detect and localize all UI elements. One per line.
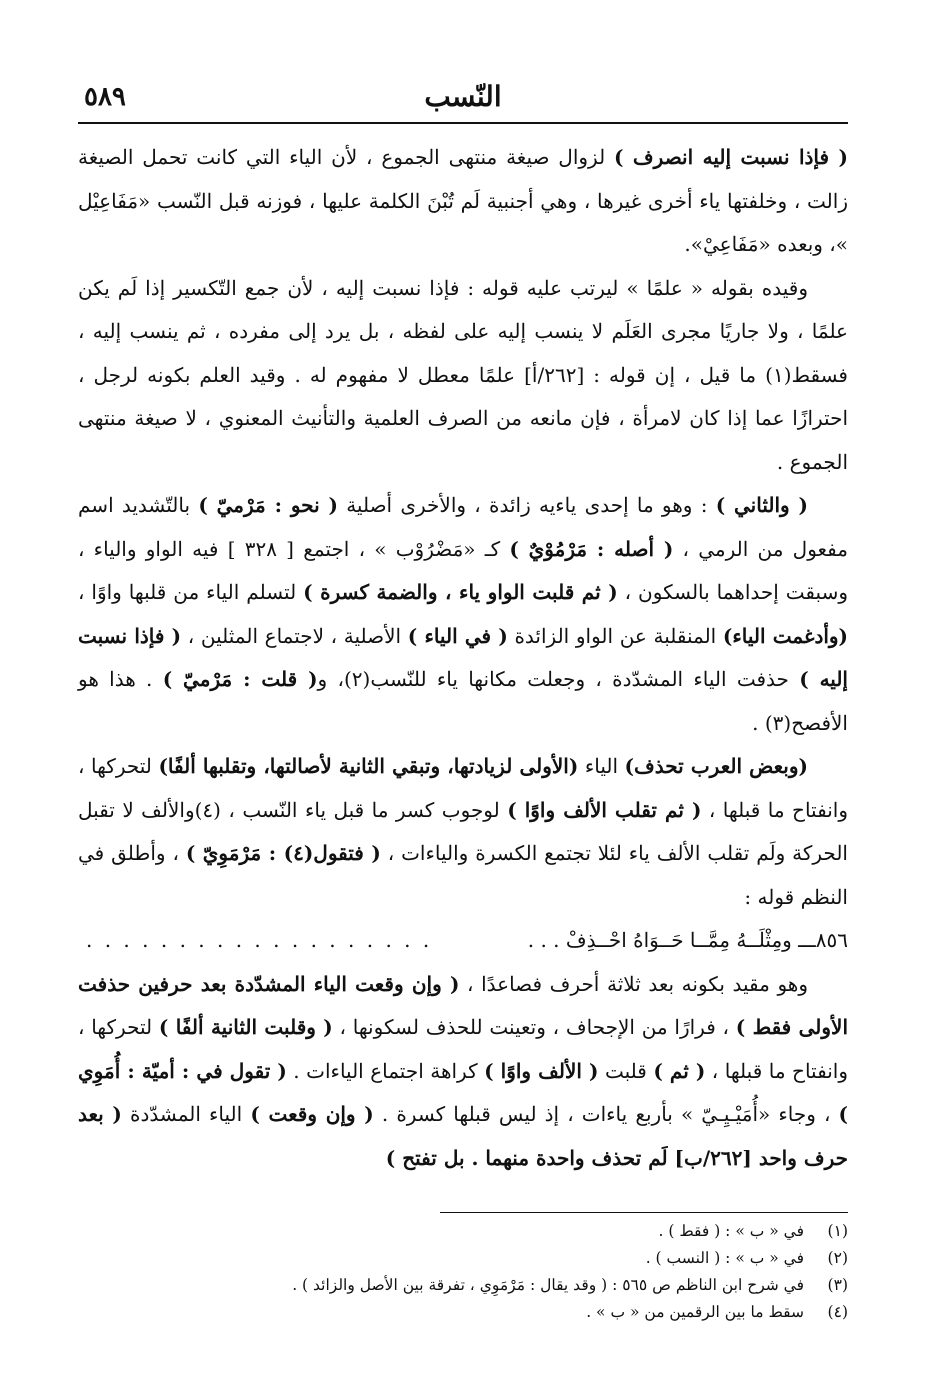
footnote-separator (440, 1212, 848, 1213)
bold-run: ( والثاني ) (715, 493, 808, 517)
footnote-number: (٢) (827, 1249, 848, 1267)
text-run: وهو مقيد بكونه بعد ثلاثة أحرف فصاعدًا ، (459, 971, 809, 996)
bold-run: (وأدغمت الياء) (722, 623, 849, 648)
page-number: ٥٨٩ (84, 82, 126, 112)
text-run: لتحركها ، وانفتاح ما قبلها ، (78, 754, 848, 822)
footnote (78, 1272, 848, 1299)
main-text (78, 136, 848, 1180)
bold-run: ( فتقول(٤) : مَرْمَوِيّ ) (185, 841, 381, 865)
footnote-number: (٤) (827, 1303, 848, 1321)
footnotes (78, 1218, 848, 1326)
bold-run: ( في الياء ) (407, 623, 508, 648)
text-run: الياء المشدّدة (121, 1102, 251, 1126)
text-run: ، وجاء «أُمَيْـيِـيّ » بأربع ياءات ، إذ ليس قبلها كسرة . (373, 1102, 839, 1126)
bold-run: ( ثم تقلب الألف واوًا ) (507, 797, 702, 822)
verse-line (78, 919, 848, 963)
footnote (78, 1299, 848, 1326)
paragraph (78, 267, 848, 485)
bold-run: ( نحو : مَرْميّ ) (198, 493, 338, 517)
bold-run: ( ثم قلبت الواو ياء ، والضمة كسرة ) (303, 580, 618, 604)
footnote (78, 1218, 848, 1245)
chapter-title: النّسب (424, 80, 502, 113)
verse-ellipsis: . . . . . . . . . . . . . . . . . . . (86, 928, 433, 952)
bold-run: (وبعض العرب تحذف) (624, 754, 808, 778)
bold-run: (الأولى لزيادتها، وتبقي الثانية لأصالتها، وتقلبها ألفًا) (158, 754, 579, 778)
bold-run: ( ثم ) (653, 1058, 706, 1083)
footnote-text: في « ب » : ( النسب ) . (645, 1249, 804, 1267)
paragraph (78, 136, 848, 267)
bold-run: ( وإن وقعت ) (250, 1102, 374, 1126)
footnote-number: (٣) (827, 1276, 848, 1294)
text-run: لزوال صيغة منتهى الجموع ، لأن الياء التي كانت تحمل الصيغة زالت ، وخلفتها ياء أخرى غيرها ، وهي أجنبية لَم تُبْنَ الكلمة عليها ، فوزنه قبل النّسب «مَفَاعِيْل »، وبعده «مَفَاعِيْ». (78, 145, 848, 256)
text-run: الأصلية ، لاجتماع المثلين ، (181, 623, 408, 648)
text-run: المنقلبة عن الواو الزائدة (507, 623, 723, 648)
bold-run: ( فإذا نسبت إليه ) (78, 623, 848, 691)
text-run: قلبت (598, 1058, 654, 1083)
text-run: لتسلم الياء من قلبها واوًا ، (78, 580, 304, 604)
bold-run: ( وإن وقعت الياء المشدّدة بعد حرفين حذفت الأولى فقط ) (78, 971, 848, 1039)
paragraph (78, 745, 848, 919)
text-run: بالتّشديد اسم مفعول من الرمي ، (78, 493, 848, 561)
text-run: كراهة اجتماع الياءات . (286, 1058, 485, 1083)
text-run: . هذا هو الأفصح(٣) . (78, 667, 848, 735)
paragraph (78, 963, 848, 1181)
paragraph (78, 484, 848, 745)
footnote-text: سقط ما بين الرقمين من « ب » . (586, 1303, 804, 1321)
text-run: ، فرارًا من الإجحاف ، وتعينت للحذف لسكونها ، (332, 1015, 736, 1039)
bold-run: ( أصله : مَرْمُوْيٌ ) (509, 536, 674, 561)
footnote (78, 1245, 848, 1272)
text-run: ، وأطلق في النظم قوله : (78, 841, 848, 909)
text-run: وقيده بقوله « علمًا » ليرتب عليه قوله : فإذا نسبت إليه ، لأن جمع التّكسير إذا لَم يكن علمًا ، ولا جاريًا مجرى العَلَم لا ينسب إليه على لفظه ، بل يرد إلى مفرده ، ثم ينسب إليه ، فسقط(١) ما قيل ، إن قوله : [٢٦٢/أ] علمًا معطل لا مفهوم له . وقيد العلم بكونه لرجل ، احترازًا عما إذا كان لامرأة ، فإن مانعه من الصرف العلمية والتأنيث المعنوي ، لا صيغة منتهى الجموع . (78, 275, 848, 474)
bold-run: ( بعد حرف واحد [٢٦٢/ب] لَم تحذف واحدة منهما . بل تفتح ) (78, 1102, 848, 1170)
verse-text: ٨٥٦ـــ ومِثْلَــهُ مِمَّــا حَــوَاهُ احْــذِفْ . . . (527, 928, 848, 952)
text-run: حذفت الياء المشدّدة ، وجعلت مكانها ياء للنّسب(٢)، و (317, 667, 800, 691)
bold-run: ( الألف واوًا ) (484, 1058, 599, 1083)
page-header (78, 78, 848, 124)
footnote-text: في شرح ابن الناظم ص ٥٦٥ : ( وقد يقال : مَرْمَوِي ، تفرقة بين الأصل والزائد ) . (292, 1276, 804, 1294)
bold-run: ( تقول في : أميّة : أُمَوِي ) (78, 1058, 848, 1126)
text-run: كـ «مَضْرُوْب » ، اجتمع [ ٣٢٨ ] فيه الواو والياء ، وسبقت إحداهما بالسكون ، (78, 536, 848, 604)
text-run: لتحركها ، وانفتاح ما قبلها ، (78, 1015, 848, 1083)
bold-run: ( وقلبت الثانية ألفًا ) (158, 1015, 333, 1039)
bold-run: ( قلت : مَرْميّ ) (162, 667, 318, 691)
bold-run: ( فإذا نسبت إليه انصرف ) (614, 145, 848, 169)
text-run: : وهو ما إحدى ياءيه زائدة ، والأخرى أصلية (337, 493, 716, 517)
text-run: لوجوب كسر ما قبل ياء النّسب ، (٤)والألف لا تقبل الحركة ولَم تقلب الألف ياء لئلا تجتمع الكسرة والياءات ، (78, 797, 848, 865)
footnote-number: (١) (827, 1222, 848, 1240)
text-run: الياء (578, 754, 625, 778)
footnote-text: في « ب » : ( فقط ) . (658, 1222, 804, 1240)
